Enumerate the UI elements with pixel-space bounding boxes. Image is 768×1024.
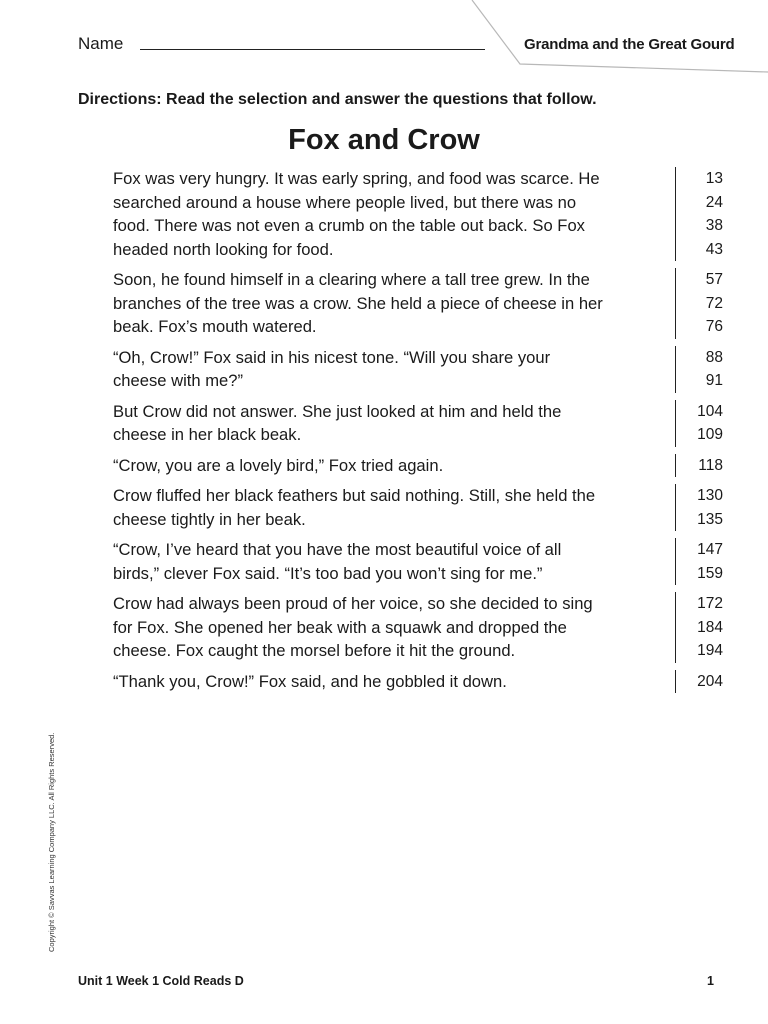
word-count: 184 — [675, 616, 723, 640]
word-count: 57 — [675, 268, 723, 292]
passage-line — [113, 268, 723, 292]
page-number: 1 — [707, 974, 714, 988]
copyright-notice: Copyright © Savvas Learning Company LLC. All Rights Reserved. — [47, 732, 56, 952]
passage-line — [113, 423, 723, 447]
passage — [113, 167, 723, 700]
word-count: 13 — [675, 167, 723, 191]
name-label: Name — [78, 34, 124, 53]
word-count: 159 — [675, 562, 723, 586]
passage-line — [113, 238, 723, 262]
passage-line — [113, 214, 723, 238]
line-text: cheese. Fox caught the morsel before it hit the ground. — [113, 641, 516, 660]
word-count: 118 — [675, 454, 723, 478]
word-count: 72 — [675, 292, 723, 316]
line-text: searched around a house where people lived, but there was no — [113, 192, 577, 212]
line-text: Soon, he found himself in a clearing where a tall tree grew. In the — [113, 270, 590, 289]
passage-title: Fox and Crow — [288, 124, 480, 156]
passage-line — [113, 670, 723, 694]
story-title: Grandma and the Great Gourd — [524, 36, 735, 53]
line-text: beak. Fox’s mouth watered. — [113, 317, 317, 336]
word-count: 88 — [675, 346, 723, 370]
footer-unit-label: Unit 1 Week 1 Cold Reads D — [78, 974, 244, 988]
passage-line — [113, 639, 723, 663]
passage-line — [113, 400, 723, 424]
passage-line — [113, 346, 723, 370]
directions: Directions: Read the selection and answer the questions that follow. — [78, 91, 597, 108]
line-text: “Crow, you are a lovely bird,” Fox tried again. — [113, 455, 444, 475]
word-count: 135 — [675, 508, 723, 532]
line-text: But Crow did not answer. She just looked at him and held the — [113, 401, 562, 421]
passage-line — [113, 616, 723, 640]
line-text: Fox was very hungry. It was early spring, and food was scarce. He — [113, 169, 600, 188]
passage-line — [113, 292, 723, 316]
word-count: 130 — [675, 484, 723, 508]
paragraph — [113, 268, 723, 339]
passage-line — [113, 484, 723, 508]
line-text: “Crow, I’ve heard that you have the most beautiful voice of all — [113, 540, 562, 559]
passage-line — [113, 538, 723, 562]
word-count: 91 — [675, 369, 723, 393]
passage-line — [113, 592, 723, 616]
paragraph — [113, 346, 723, 393]
line-text: Crow had always been proud of her voice, so she decided to sing — [113, 594, 593, 613]
line-text: cheese tightly in her beak. — [113, 509, 306, 529]
line-text: cheese with me?” — [113, 371, 244, 390]
paragraph — [113, 400, 723, 447]
paragraph — [113, 670, 723, 694]
passage-line — [113, 369, 723, 393]
word-count: 104 — [675, 400, 723, 424]
line-text: cheese in her black beak. — [113, 425, 302, 444]
line-text: for Fox. She opened her beak with a squawk and dropped the — [113, 617, 567, 637]
word-count: 43 — [675, 238, 723, 262]
passage-line — [113, 508, 723, 532]
paragraph — [113, 454, 723, 478]
passage-line — [113, 562, 723, 586]
word-count: 24 — [675, 191, 723, 215]
passage-line — [113, 454, 723, 478]
paragraph — [113, 167, 723, 261]
passage-line — [113, 191, 723, 215]
word-count: 109 — [675, 423, 723, 447]
line-text: headed north looking for food. — [113, 239, 334, 259]
word-count: 172 — [675, 592, 723, 616]
passage-line — [113, 167, 723, 191]
word-count: 194 — [675, 639, 723, 663]
line-text: “Thank you, Crow!” Fox said, and he gobbled it down. — [113, 671, 507, 691]
passage-line — [113, 315, 723, 339]
word-count: 204 — [675, 670, 723, 694]
line-text: food. There was not even a crumb on the table out back. So Fox — [113, 216, 585, 235]
line-text: Crow fluffed her black feathers but said nothing. Still, she held the — [113, 486, 596, 505]
word-count: 38 — [675, 214, 723, 238]
paragraph — [113, 484, 723, 531]
word-count: 76 — [675, 315, 723, 339]
paragraph — [113, 538, 723, 585]
word-count: 147 — [675, 538, 723, 562]
line-text: birds,” clever Fox said. “It’s too bad you won’t sing for me.” — [113, 563, 543, 583]
name-write-line — [140, 49, 485, 50]
paragraph — [113, 592, 723, 663]
line-text: “Oh, Crow!” Fox said in his nicest tone. “Will you share your — [113, 347, 551, 367]
line-text: branches of the tree was a crow. She held a piece of cheese in her — [113, 293, 603, 313]
